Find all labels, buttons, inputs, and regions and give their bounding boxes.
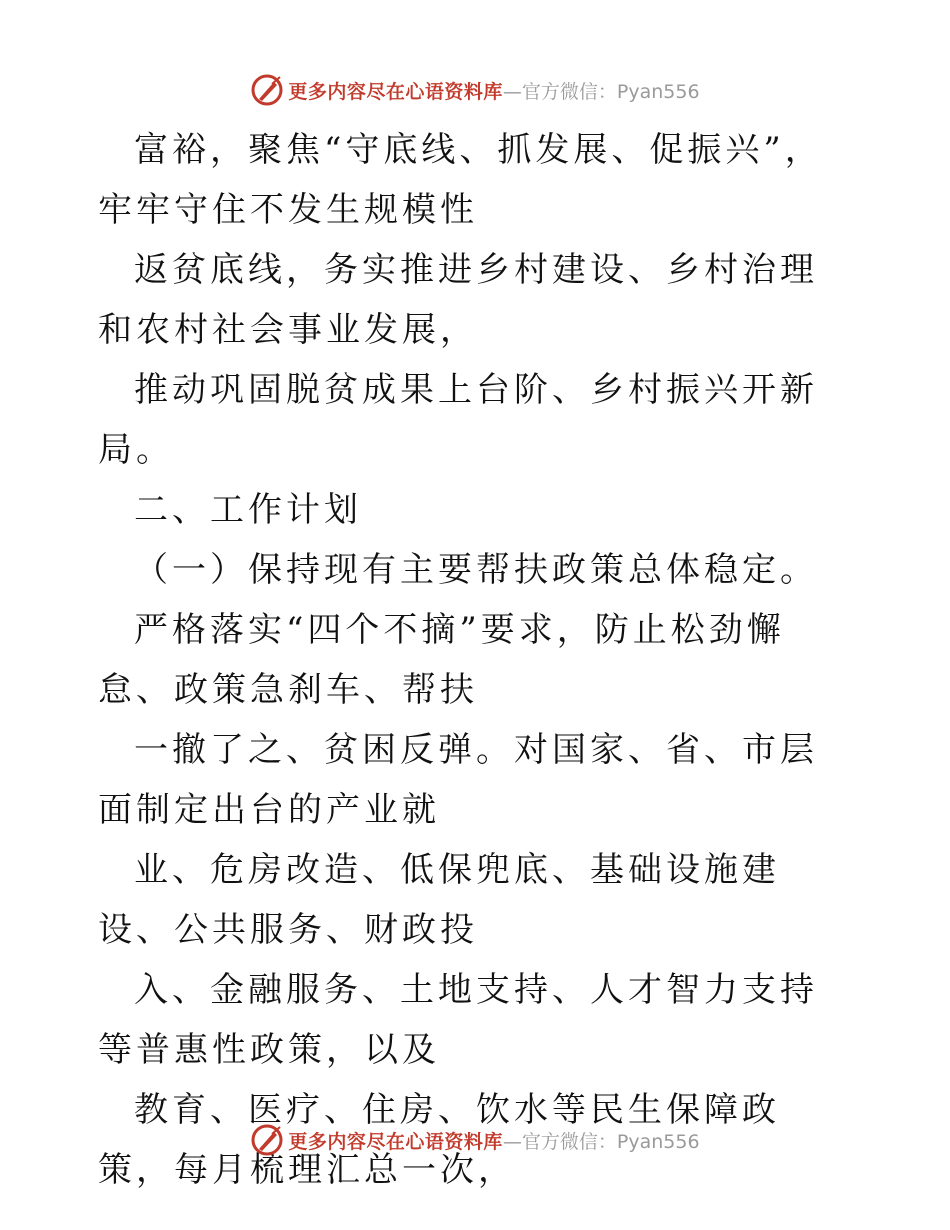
header-watermark bbox=[0, 70, 950, 110]
watermark-brand-text: 更多内容尽在心语资料库 bbox=[288, 80, 503, 103]
quill-logo-icon bbox=[250, 73, 284, 107]
section-heading: 二、工作计划 bbox=[134, 490, 362, 530]
paragraph: 推动巩固脱贫成果上台阶、乡村振兴开新局。 bbox=[98, 370, 818, 470]
paragraph: 富裕，聚焦“守底线、抓发展、促振兴”，牢牢守住不发生规模性 bbox=[98, 130, 823, 230]
watermark-brand-text: 更多内容尽在心语资料库 bbox=[288, 1130, 503, 1153]
subsection-heading: （一）保持现有主要帮扶政策总体稳定。 bbox=[134, 550, 818, 590]
watermark-wechat-text: —官方微信：Pyan556 bbox=[502, 1130, 700, 1153]
paragraph: 严格落实“四个不摘”要求，防止松劲懈怠、政策急刹车、帮扶 bbox=[98, 610, 785, 710]
paragraph: 一撤了之、贫困反弹。对国家、省、市层面制定出台的产业就 bbox=[98, 730, 818, 830]
document-body bbox=[98, 120, 854, 1200]
paragraph: 入、金融服务、土地支持、人才智力支持等普惠性政策，以及 bbox=[98, 970, 818, 1070]
quill-logo-icon bbox=[250, 1123, 284, 1157]
paragraph: 返贫底线，务实推进乡村建设、乡村治理和农村社会事业发展， bbox=[98, 250, 818, 350]
paragraph: 业、危房改造、低保兜底、基础设施建设、公共服务、财政投 bbox=[98, 850, 780, 950]
footer-watermark bbox=[0, 1120, 950, 1160]
watermark-wechat-text: —官方微信：Pyan556 bbox=[502, 80, 700, 103]
paragraph: 教育、医疗、住房、饮水等民生保障政策，每月梳理汇总一次， bbox=[98, 1090, 780, 1190]
